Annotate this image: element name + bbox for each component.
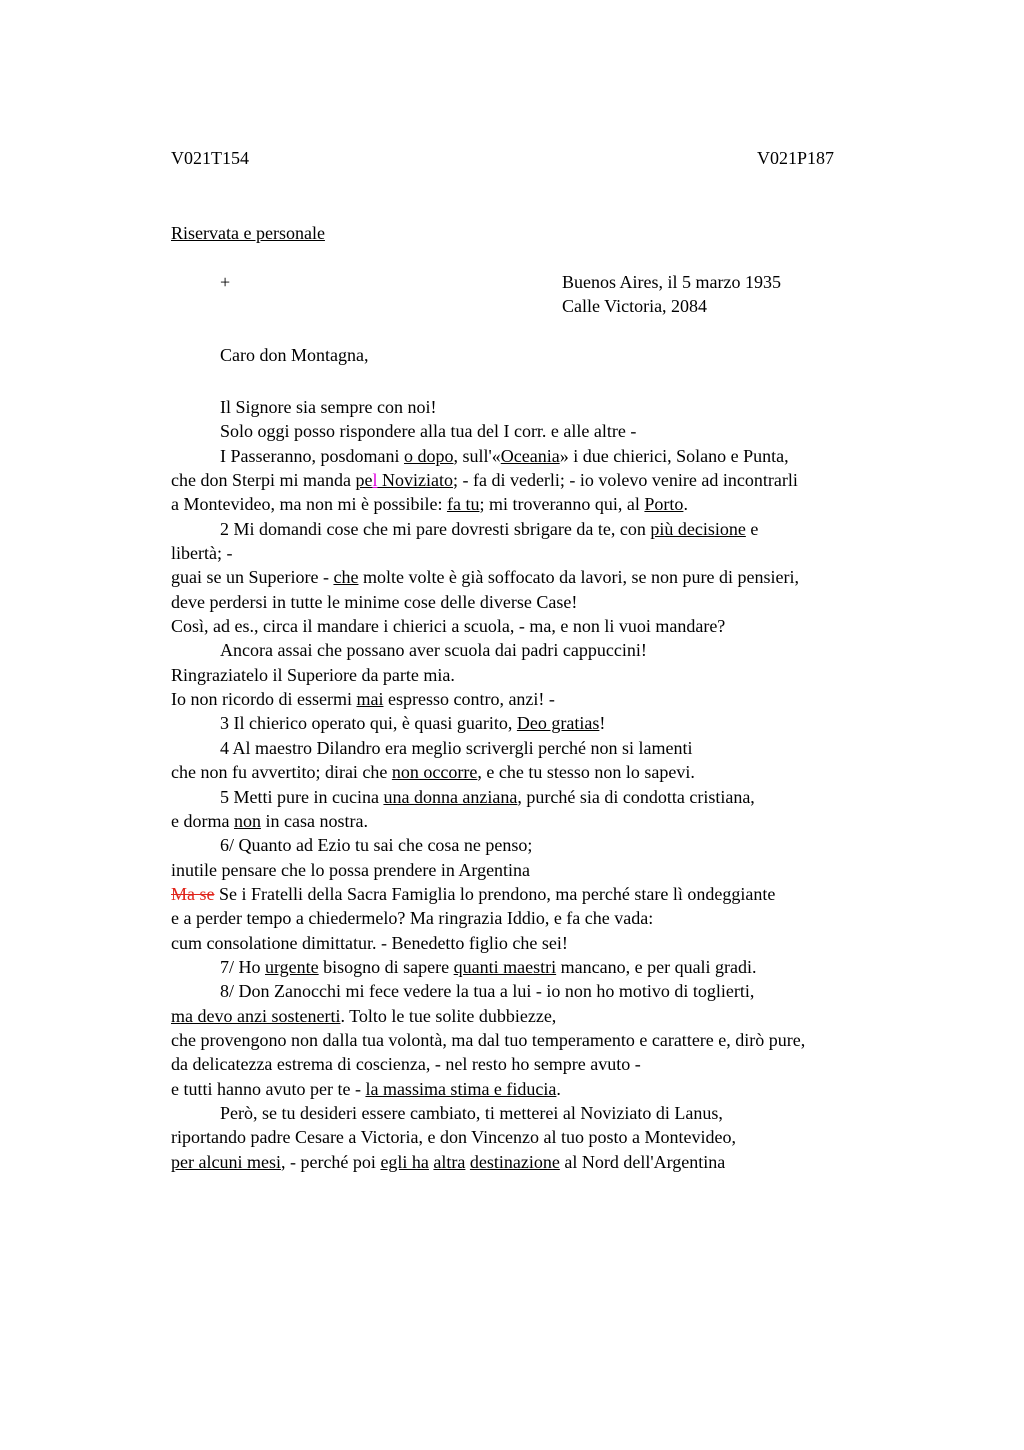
body-line bbox=[171, 638, 931, 662]
body-line bbox=[171, 687, 931, 711]
body-line bbox=[171, 736, 931, 760]
document-code-right: V021P187 bbox=[757, 148, 835, 168]
salutation: Caro don Montagna, bbox=[220, 345, 369, 365]
underlined-text: non bbox=[233, 810, 261, 831]
text-segment: Ringraziatelo il Superiore da parte mia. bbox=[171, 664, 455, 685]
body-line bbox=[171, 1101, 931, 1125]
text-segment: 4 Al maestro Dilandro era meglio scrivergli perché non si lamenti bbox=[220, 737, 693, 758]
body-line bbox=[171, 444, 931, 468]
text-segment: mancano, e per quali gradi. bbox=[556, 956, 757, 977]
text-segment: da delicatezza estrema di coscienza, - nel resto ho sempre avuto - bbox=[171, 1054, 641, 1075]
text-segment: al Nord dell'Argentina bbox=[559, 1151, 726, 1172]
text-segment: deve perdersi in tutte le minime cose delle diverse Case! bbox=[171, 591, 578, 612]
underlined-text: la massima stima e fiducia bbox=[365, 1078, 557, 1099]
text-segment: molte volte è già soffocato da lavori, se non pure di pensieri, bbox=[358, 567, 799, 588]
underlined-text: quanti maestri bbox=[453, 956, 557, 977]
text-segment: » i due chierici, Solano e Punta, bbox=[559, 445, 789, 466]
body-line bbox=[171, 565, 931, 589]
inserted-letter: l bbox=[372, 470, 378, 491]
underlined-text: urgente bbox=[265, 956, 319, 977]
body-line bbox=[171, 711, 931, 735]
body-line bbox=[171, 663, 931, 687]
text-segment: e dorma bbox=[171, 810, 234, 831]
body-line bbox=[171, 1052, 931, 1076]
underlined-text: mai bbox=[356, 689, 384, 710]
text-segment: e bbox=[745, 518, 759, 539]
text-segment: bisogno di sapere bbox=[318, 956, 454, 977]
text-segment: 8/ Don Zanocchi mi fece vedere la tua a lui - io non ho motivo di toglierti, bbox=[220, 981, 755, 1002]
cross-symbol: + bbox=[220, 272, 231, 292]
text-segment: inutile pensare che lo possa prendere in Argentina bbox=[171, 859, 531, 880]
address-line: Calle Victoria, 2084 bbox=[562, 296, 708, 316]
underlined-text: che bbox=[333, 567, 359, 588]
body-line bbox=[171, 1150, 931, 1174]
text-segment: che provengono non dalla tua volontà, ma dal tuo temperamento e carattere e, dirò pure, bbox=[171, 1029, 806, 1050]
body-line bbox=[171, 785, 931, 809]
text-segment: 2 Mi domandi cose che mi pare dovresti sbrigare da te, con bbox=[220, 518, 651, 539]
text-segment: Se i Fratelli della Sacra Famiglia lo prendono, ma perché stare lì ondeggiante bbox=[214, 883, 776, 904]
text-segment: riportando padre Cesare a Victoria, e don Vincenzo al tuo posto a Montevideo, bbox=[171, 1127, 737, 1148]
text-segment: 7/ Ho bbox=[220, 956, 265, 977]
underlined-text: più decisione bbox=[650, 518, 746, 539]
body-line bbox=[171, 395, 931, 419]
text-segment: , - perché poi bbox=[280, 1151, 381, 1172]
body-line bbox=[171, 468, 931, 492]
text-segment: ; - fa di vederli; - io volevo venire ad incontrarli bbox=[452, 470, 798, 491]
body-line bbox=[171, 517, 931, 541]
text-segment: 6/ Quanto ad Ezio tu sai che cosa ne penso; bbox=[220, 835, 533, 856]
body-line bbox=[171, 1028, 931, 1052]
body-line bbox=[171, 1004, 931, 1028]
text-segment: Il Signore sia sempre con noi! bbox=[220, 397, 437, 417]
text-segment: libertà; - bbox=[171, 543, 233, 564]
underlined-text: destinazione bbox=[469, 1151, 560, 1172]
text-segment: e tutti hanno avuto per te - bbox=[171, 1078, 366, 1099]
underlined-text: ma devo anzi sostenerti bbox=[171, 1005, 341, 1026]
body-line bbox=[171, 979, 931, 1003]
body-line bbox=[171, 760, 931, 784]
text-segment: che non fu avvertito; dirai che bbox=[171, 762, 392, 783]
text-segment: e a perder tempo a chiedermelo? Ma ringrazia Iddio, e fa che vada: bbox=[171, 908, 654, 929]
body-line bbox=[171, 906, 931, 930]
body-line bbox=[171, 590, 931, 614]
text-segment: , purché sia di condotta cristiana, bbox=[517, 786, 755, 807]
text-segment: Però, se tu desideri essere cambiato, ti metterei al Noviziato di Lanus, bbox=[220, 1102, 723, 1123]
text-segment: Ancora assai che possano aver scuola dai padri cappuccini! bbox=[220, 640, 647, 661]
underlined-text: pe bbox=[355, 470, 373, 491]
underlined-text: Deo gratias bbox=[516, 713, 600, 734]
body-line bbox=[171, 809, 931, 833]
text-segment: . bbox=[683, 494, 688, 515]
underlined-text: una donna anziana bbox=[383, 786, 518, 807]
body-line bbox=[171, 833, 931, 857]
text-segment: ! bbox=[599, 713, 606, 734]
text-segment: 5 Metti pure in cucina bbox=[220, 786, 384, 807]
underlined-text: Noviziato bbox=[377, 470, 453, 491]
text-segment: cum consolatione dimittatur. - Benedetto figlio che sei! bbox=[171, 932, 568, 953]
underlined-text: Oceania bbox=[500, 445, 560, 466]
underlined-text: egli ha bbox=[380, 1151, 429, 1172]
body-line bbox=[171, 955, 931, 979]
text-segment: a Montevideo, ma non mi è possibile: bbox=[171, 494, 447, 515]
body-line bbox=[171, 1077, 931, 1101]
body-line bbox=[171, 882, 931, 906]
body-line bbox=[171, 858, 931, 882]
text-segment: espresso contro, anzi! - bbox=[383, 689, 555, 710]
text-segment: 3 Il chierico operato qui, è quasi guarito, bbox=[220, 713, 517, 734]
text-segment: . bbox=[556, 1078, 561, 1099]
underlined-text: non occorre bbox=[391, 762, 478, 783]
underlined-text: fa tu bbox=[446, 494, 480, 515]
underlined-text: altra bbox=[433, 1151, 466, 1172]
text-segment: , e che tu stesso non lo sapevi. bbox=[477, 762, 695, 783]
underlined-text: o dopo bbox=[403, 445, 454, 466]
text-segment: . Tolto le tue solite dubbiezze, bbox=[340, 1005, 557, 1026]
body-line bbox=[171, 1125, 931, 1149]
text-segment: guai se un Superiore - bbox=[171, 567, 334, 588]
text-segment: Io non ricordo di essermi bbox=[171, 689, 357, 710]
place-date: Buenos Aires, il 5 marzo 1935 bbox=[562, 272, 781, 292]
deleted-text: Ma se bbox=[171, 883, 215, 904]
text-segment: ; mi troveranno qui, al bbox=[479, 494, 645, 515]
body-line bbox=[171, 614, 931, 638]
body-line bbox=[171, 541, 931, 565]
text-segment: in casa nostra. bbox=[260, 810, 368, 831]
document-code-left: V021T154 bbox=[171, 148, 249, 168]
underlined-text: per alcuni mesi bbox=[171, 1151, 281, 1172]
text-segment: che don Sterpi mi manda bbox=[171, 470, 356, 491]
underlined-text: Porto bbox=[644, 494, 684, 515]
letter-heading: Riservata e personale bbox=[171, 223, 325, 243]
body-line bbox=[171, 492, 931, 516]
text-segment: I Passeranno, posdomani bbox=[220, 445, 404, 466]
body-line bbox=[171, 931, 931, 955]
text-segment: Così, ad es., circa il mandare i chierici a scuola, - ma, e non li vuoi mandare? bbox=[171, 616, 726, 637]
text-segment: Solo oggi posso rispondere alla tua del I corr. e alle altre - bbox=[220, 421, 637, 442]
text-segment: , sull'« bbox=[453, 445, 501, 466]
body-line bbox=[171, 419, 931, 443]
letter-body bbox=[171, 395, 931, 1174]
